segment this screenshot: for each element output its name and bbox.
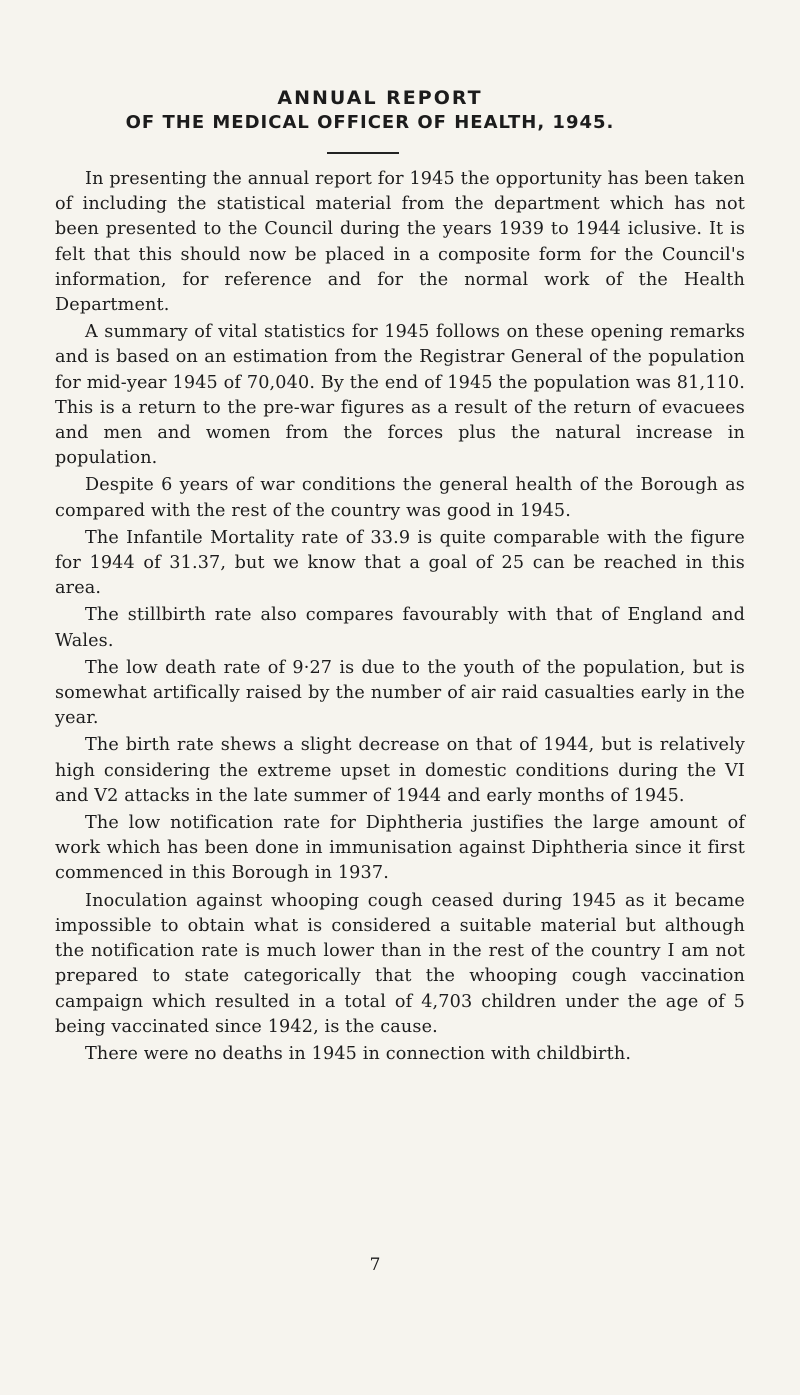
paragraph-stillbirth-rate: The stillbirth rate also compares favourably with that of England and Wales. bbox=[55, 605, 745, 651]
paragraph-whooping-cough: Inoculation against whooping cough ceased during 1945 as it became impossible to obtain what is considered a suitable material but although the notification rate is much lower than in the rest of the country I am not prepared to state categorically that the whooping cough vaccination campaign which resulted in a total of 4,703 children under the age of 5 being vaccinated since 1942, is the cause. bbox=[55, 890, 745, 1037]
title-divider bbox=[327, 152, 399, 154]
paragraph-death-rate: The low death rate of 9·27 is due to the youth of the population, but is somewhat artifically raised by the number of air raid casualties early in the year. bbox=[55, 657, 745, 729]
paragraph-general-health: Despite 6 years of war conditions the general health of the Borough as compared with the rest of the country was good in 1945. bbox=[55, 475, 745, 521]
paragraph-introduction: In presenting the annual report for 1945 the opportunity has been taken of including the statistical material from the department which has not been presented to the Council during the years 1939 to 1944 iclusive. It is felt that this should now be placed in a composite form for the Council's information, for reference and for the normal work of the Health Department. bbox=[55, 169, 745, 316]
page-number: 7 bbox=[369, 1255, 381, 1275]
report-title: ANNUAL REPORT bbox=[277, 87, 483, 109]
paragraph-childbirth: There were no deaths in 1945 in connection with childbirth. bbox=[85, 1043, 632, 1064]
paragraph-diphtheria: The low notification rate for Diphtheria justifies the large amount of work which has been done in immunisation against Diphtheria since it first commenced in this Borough in 1937. bbox=[55, 813, 745, 884]
report-subtitle: OF THE MEDICAL OFFICER OF HEALTH, 1945. bbox=[125, 112, 615, 133]
paragraph-infantile-mortality: The Infantile Mortality rate of 33.9 is quite comparable with the figure for 1944 of 31.37, but we know that a goal of 25 can be reached in this area. bbox=[55, 527, 745, 599]
paragraph-vital-statistics: A summary of vital statistics for 1945 follows on these opening remarks and is based on an estimation from the Registrar General of the population for mid-year 1945 of 70,040. By the end of 1945 the population was 81,110. This is a return to the pre-war figures as a result of the return of evacuees and men and women from the forces plus the natural increase in population. bbox=[55, 322, 745, 469]
paragraph-birth-rate: The birth rate shews a slight decrease on that of 1944, but is relatively high considering the extreme upset in domestic conditions during the VI and V2 attacks in the late summer of 1944 and early months of 1945. bbox=[55, 735, 745, 806]
report-body bbox=[55, 167, 745, 1069]
